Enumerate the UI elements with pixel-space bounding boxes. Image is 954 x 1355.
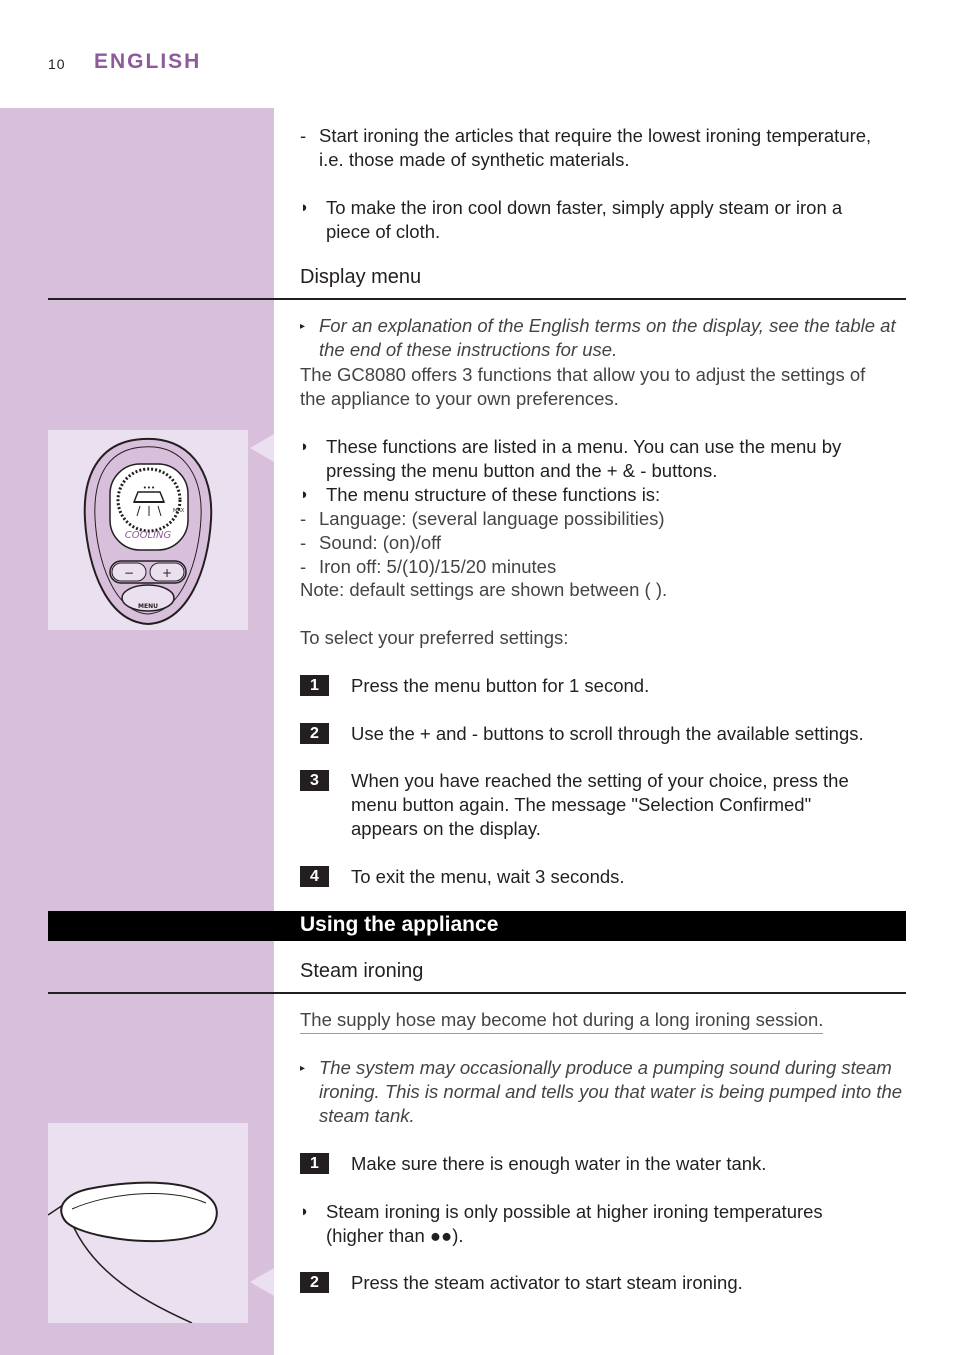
step-number: 2	[300, 1272, 329, 1293]
minus-icon: −	[123, 566, 135, 580]
steam-step-1: 1 Make sure there is enough water in the water tank.	[300, 1152, 910, 1176]
plus-icon: +	[161, 566, 173, 580]
steam-bullet: ◗ Steam ironing is only possible at higher ironing temperatures (higher than ●●).	[300, 1201, 823, 1246]
bullet-icon: ◗	[300, 199, 310, 216]
default-note: Note: default settings are shown between ( ).	[300, 579, 668, 600]
select-intro: To select your preferred settings:	[300, 627, 569, 648]
step-number: 2	[300, 723, 329, 744]
heading-rule	[48, 298, 906, 300]
menu-item: - Language: (several language possibilities)	[300, 508, 665, 529]
step-number: 3	[300, 770, 329, 791]
intro-dash-text: Start ironing the articles that require the lowest ironing temperature, i.e. those made of synthetic materials.	[319, 125, 872, 170]
display-status-text: COOLING	[124, 530, 172, 541]
control-panel-illustration	[48, 430, 248, 630]
note-arrow-icon: ▸	[300, 1063, 306, 1074]
step-2: 2 Use the + and - buttons to scroll through the available settings.	[300, 722, 910, 746]
iron-illustration-panel	[48, 1123, 248, 1323]
step-number: 1	[300, 1153, 329, 1174]
menu-item: - Iron off: 5/(10)/15/20 minutes	[300, 556, 557, 577]
note-arrow-icon: ▸	[300, 321, 306, 332]
iron-illustration	[48, 1123, 248, 1323]
pumping-note: ▸ The system may occasionally produce a pumping sound during steam ironing. This is normal and tells you that water is being pumped into the steam tank.	[300, 1057, 903, 1126]
menu-bullet-1: ◗ These functions are listed in a menu. You can use the menu by pressing the menu button and the + & - buttons.	[300, 436, 842, 481]
pointer-arrow-icon	[248, 432, 276, 472]
step-number: 1	[300, 675, 329, 696]
step-3: 3 When you have reached the setting of your choice, press the menu button again. The message "Selection Confirmed" appears on the display.	[300, 769, 910, 841]
device-illustration-panel	[48, 430, 248, 630]
display-menu-heading: Display menu	[300, 266, 422, 288]
intro-dash-item: - Start ironing the articles that require the lowest ironing temperature, i.e. those made of synthetic materials.	[300, 124, 910, 172]
display-paragraph: The GC8080 offers 3 functions that allow you to adjust the settings of the appliance to your own preferences.	[300, 364, 866, 409]
menu-bullet-2: ◗ The menu structure of these functions is:	[300, 484, 661, 505]
step-4: 4 To exit the menu, wait 3 seconds.	[300, 865, 910, 889]
steam-ironing-heading: Steam ironing	[300, 960, 424, 982]
intro-bullet: ◗ To make the iron cool down faster, simply apply steam or iron a piece of cloth.	[300, 197, 843, 242]
bullet-icon: ◗	[300, 438, 310, 455]
page-number: 10	[48, 56, 66, 72]
step-number: 4	[300, 866, 329, 887]
bullet-icon: ◗	[300, 1203, 310, 1220]
section-title: Using the appliance	[300, 913, 499, 936]
menu-button-label: MENU	[138, 603, 158, 610]
menu-items-list	[300, 507, 910, 579]
hose-warning: The supply hose may become hot during a long ironing session.	[300, 1008, 823, 1034]
language-heading: ENGLISH	[94, 50, 202, 73]
steam-step-2: 2 Press the steam activator to start steam ironing.	[300, 1271, 910, 1295]
bullet-icon: ◗	[300, 486, 310, 503]
step-1: 1 Press the menu button for 1 second.	[300, 674, 910, 698]
temperature-dots-label: •••	[142, 484, 156, 492]
pointer-arrow-icon	[248, 1266, 276, 1306]
max-label: MAX	[173, 508, 185, 514]
heading-rule	[48, 992, 906, 994]
display-note: ▸ For an explanation of the English terms on the display, see the table at the end of these instructions for use.	[300, 315, 896, 360]
menu-item: - Sound: (on)/off	[300, 532, 442, 553]
